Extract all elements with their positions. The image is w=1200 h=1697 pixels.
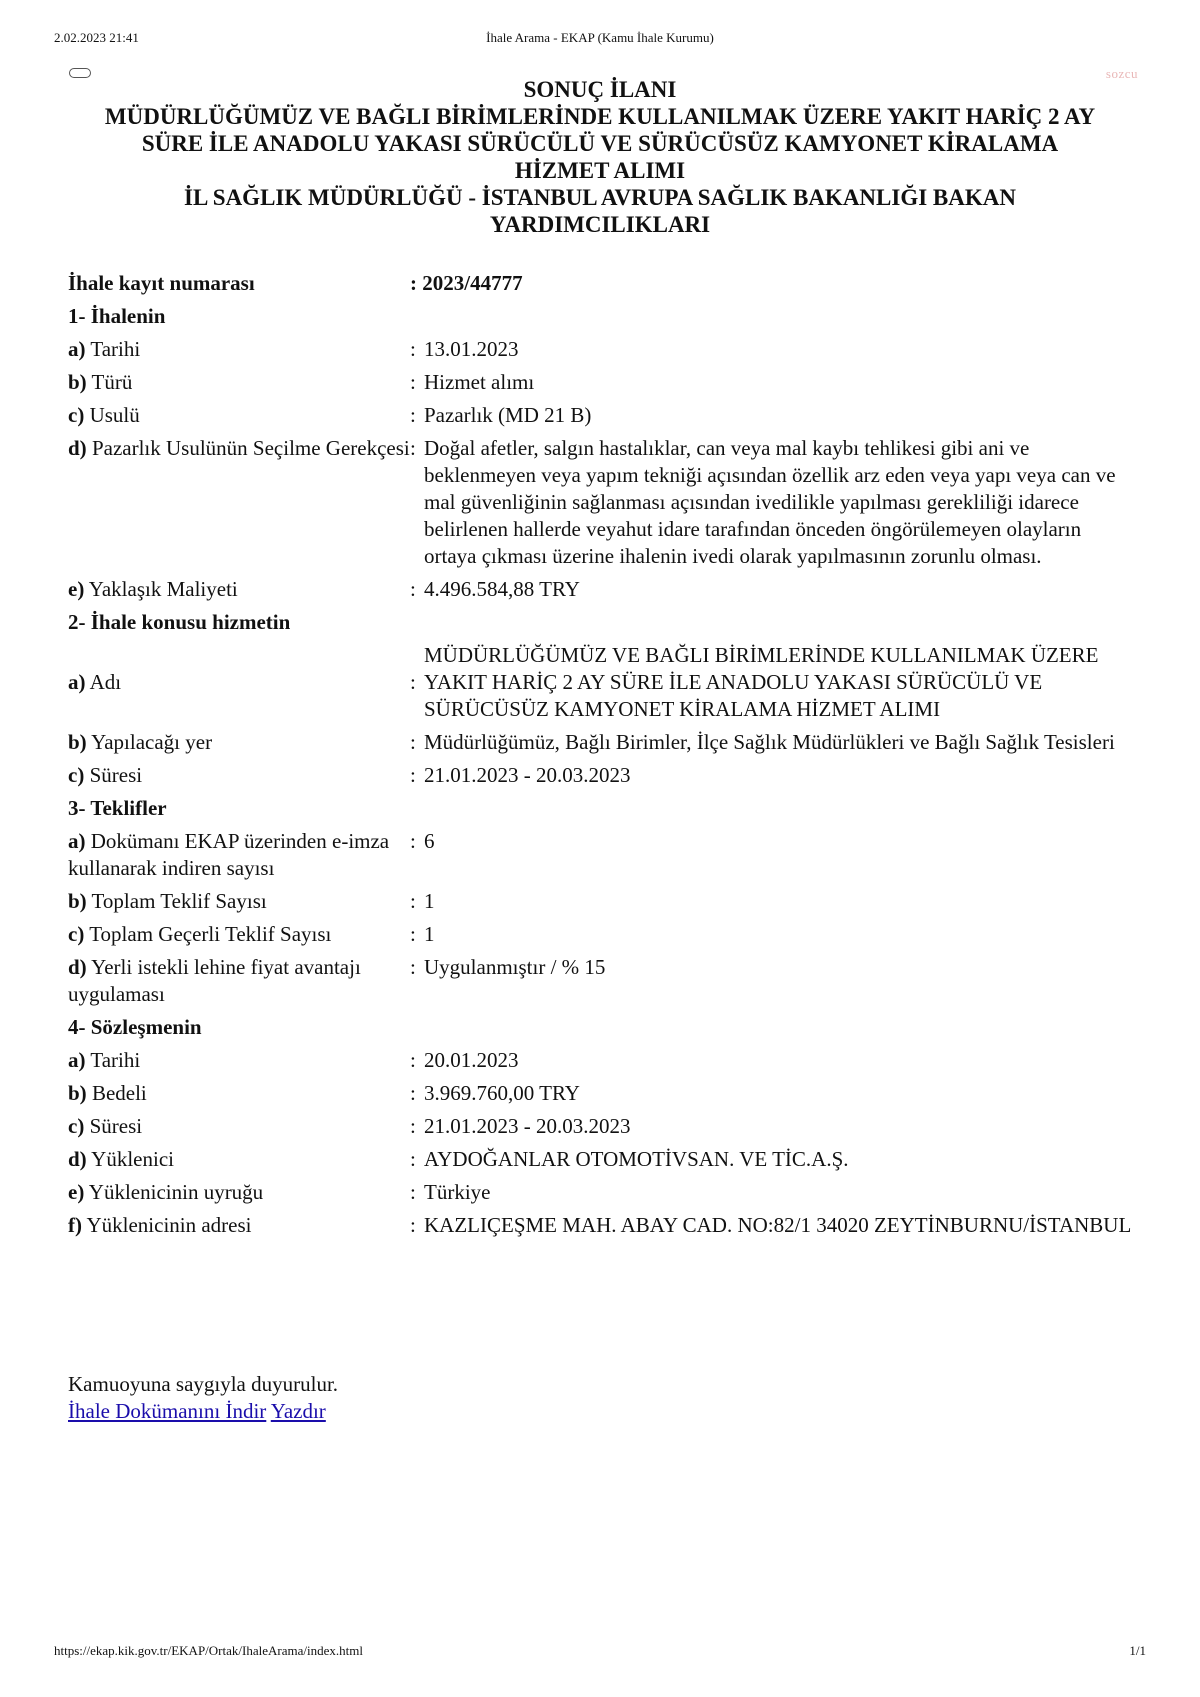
row-label: Pazarlık Usulünün Seçilme Gerekçesi: [86, 436, 410, 460]
print-link[interactable]: Yazdır: [270, 1399, 326, 1423]
colon: :: [410, 1114, 416, 1138]
colon: :: [410, 730, 416, 754]
row-value: 3.969.760,00 TRY: [424, 1081, 580, 1105]
row-label: Adı: [85, 670, 122, 694]
row-label: Yapılacağı yer: [86, 730, 213, 754]
print-header: [54, 30, 1146, 50]
colon: :: [410, 403, 416, 427]
row-key: a): [68, 670, 86, 694]
row-key: c): [68, 922, 85, 946]
row-key: c): [68, 1114, 85, 1138]
table-row: [68, 729, 1132, 762]
closing-text: Kamuoyuna saygıyla duyurulur.: [68, 1372, 339, 1396]
row-key: e): [68, 1180, 85, 1204]
heading-tender-name: MÜDÜRLÜĞÜMÜZ VE BAĞLI BİRİMLERİNDE KULLANILMAK ÜZERE YAKIT HARİÇ 2 AY SÜRE İLE ANADOLU YAKASI SÜRÜCÜLÜ VE SÜRÜCÜSÜZ KAMYONET KİRALAMA HİZMET ALIMI: [104, 104, 1096, 183]
colon: :: [410, 889, 416, 913]
row-key: b): [68, 370, 87, 394]
colon: :: [410, 670, 416, 694]
row-value: 21.01.2023 - 20.03.2023: [424, 763, 631, 787]
section3-title: 3- Teklifler: [68, 796, 167, 820]
row-label: Süresi: [84, 1114, 143, 1138]
registry-label: İhale kayıt numarası: [68, 271, 255, 295]
row-key: b): [68, 1081, 87, 1105]
table-row: [68, 888, 1132, 921]
row-key: a): [68, 1048, 86, 1072]
colon: :: [410, 337, 416, 361]
heading-authority: İL SAĞLIK MÜDÜRLÜĞÜ - İSTANBUL AVRUPA SAĞLIK BAKANLIĞI BAKAN YARDIMCILIKLARI: [184, 185, 1016, 237]
row-key: b): [68, 730, 87, 754]
table-row: [68, 954, 1132, 1014]
table-row: [68, 921, 1132, 954]
row-value: Hizmet alımı: [424, 370, 535, 394]
row-value: 21.01.2023 - 20.03.2023: [424, 1114, 631, 1138]
row-value: 1: [424, 922, 435, 946]
row-value: Uygulanmıştır / % 15: [424, 955, 606, 979]
colon: :: [410, 1213, 416, 1237]
row-value: 20.01.2023: [424, 1048, 519, 1072]
row-value: 1: [424, 889, 435, 913]
table-row: [68, 336, 1132, 369]
row-label: Dokümanı EKAP üzerinden e-imza kullanarak indiren sayısı: [68, 829, 390, 880]
document-links: [68, 1398, 326, 1425]
row-label: Yüklenicinin uyruğu: [84, 1180, 264, 1204]
row-key: a): [68, 829, 86, 853]
section-header: [68, 1014, 1132, 1047]
table-row: [68, 576, 1132, 609]
heading-title: SONUÇ İLANI: [523, 77, 677, 102]
watermark: sozcu: [1105, 66, 1138, 81]
print-date: 2.02.2023 21:41: [54, 30, 139, 45]
colon: :: [410, 1048, 416, 1072]
row-label: Yüklenici: [86, 1147, 174, 1171]
row-label: Tarihi: [85, 1048, 141, 1072]
table-row: [68, 1179, 1132, 1212]
row-key: f): [68, 1213, 82, 1237]
table-row: [68, 1047, 1132, 1080]
section-header: [68, 303, 1132, 336]
table-row: [68, 1146, 1132, 1179]
row-key: c): [68, 403, 85, 427]
row-key: c): [68, 763, 85, 787]
row-label: Yüklenicinin adresi: [82, 1213, 252, 1237]
row-key: b): [68, 889, 87, 913]
row-value: 4.496.584,88 TRY: [424, 577, 580, 601]
row-label: Toplam Geçerli Teklif Sayısı: [84, 922, 332, 946]
table-row: [68, 1212, 1132, 1245]
print-page-title: İhale Arama - EKAP (Kamu İhale Kurumu): [486, 30, 714, 45]
row-value: Türkiye: [424, 1180, 491, 1204]
row-key: a): [68, 337, 86, 361]
table-row: [68, 642, 1132, 729]
row-value: AYDOĞANLAR OTOMOTİVSAN. VE TİC.A.Ş.: [424, 1147, 849, 1171]
row-key: e): [68, 577, 85, 601]
row-value: 6: [424, 829, 435, 853]
row-label: Toplam Teklif Sayısı: [86, 889, 267, 913]
print-footer: [54, 1643, 1146, 1661]
section1-title: 1- İhalenin: [68, 304, 166, 328]
row-label: Usulü: [84, 403, 140, 427]
row-label: Süresi: [84, 763, 143, 787]
table-row: [68, 435, 1132, 576]
tender-info-table: [68, 270, 1132, 1245]
row-value: Müdürlüğümüz, Bağlı Birimler, İlçe Sağlık Müdürlükleri ve Bağlı Sağlık Tesisleri: [424, 730, 1115, 754]
colon: :: [410, 1147, 416, 1171]
section-header: [68, 609, 1132, 642]
row-value: MÜDÜRLÜĞÜMÜZ VE BAĞLI BİRİMLERİNDE KULLANILMAK ÜZERE YAKIT HARİÇ 2 AY SÜRE İLE ANADOLU YAKASI SÜRÜCÜLÜ VE SÜRÜCÜSÜZ KAMYONET KİRALAMA HİZMET ALIMI: [424, 643, 1099, 721]
table-row: [68, 402, 1132, 435]
row-label: Yerli istekli lehine fiyat avantajı uygulaması: [68, 955, 361, 1006]
colon: :: [410, 1180, 416, 1204]
row-label: Tarihi: [85, 337, 141, 361]
print-page-number: 1/1: [1129, 1643, 1146, 1658]
row-value: KAZLIÇEŞME MAH. ABAY CAD. NO:82/1 34020 ZEYTİNBURNU/İSTANBUL: [424, 1213, 1132, 1237]
print-url: https://ekap.kik.gov.tr/EKAP/Ortak/IhaleArama/index.html: [54, 1643, 363, 1658]
download-document-link[interactable]: İhale Dokümanını İndir: [68, 1399, 267, 1423]
table-row: [68, 1113, 1132, 1146]
colon: :: [410, 955, 416, 979]
colon: :: [410, 577, 416, 601]
registry-row: [68, 270, 1132, 303]
colon: :: [410, 763, 416, 787]
colon: :: [410, 922, 416, 946]
table-row: [68, 762, 1132, 795]
row-key: d): [68, 1147, 87, 1171]
colon: :: [410, 829, 416, 853]
registry-value: : 2023/44777: [410, 271, 523, 295]
table-row: [68, 1080, 1132, 1113]
colon: :: [410, 1081, 416, 1105]
row-label: Türü: [86, 370, 133, 394]
colon: :: [410, 370, 416, 394]
row-key: d): [68, 436, 87, 460]
section-header: [68, 795, 1132, 828]
colon: :: [410, 436, 416, 460]
table-row: [68, 828, 1132, 888]
row-label: Yaklaşık Maliyeti: [84, 577, 238, 601]
row-value: 13.01.2023: [424, 337, 519, 361]
section4-title: 4- Sözleşmenin: [68, 1015, 202, 1039]
row-key: d): [68, 955, 87, 979]
announcement-heading: [70, 76, 1130, 238]
table-row: [68, 369, 1132, 402]
section2-title: 2- İhale konusu hizmetin: [68, 610, 291, 634]
row-label: Bedeli: [86, 1081, 147, 1105]
row-value: Pazarlık (MD 21 B): [424, 403, 592, 427]
row-value: Doğal afetler, salgın hastalıklar, can veya mal kaybı tehlikesi gibi ani ve beklenmeyen veya yapım tekniği açısından özellik arz eden veya yapı veya can ve mal güvenliğinin sağlanması açısından ivedilikle yapılması gerekliliği idarece belirlenen hallerde veyahut idare tarafından önceden öngörülemeyen olayların ortaya çıkması üzerine ihalenin ivedi olarak yapılmasının zorunlu olması.: [424, 436, 1116, 568]
